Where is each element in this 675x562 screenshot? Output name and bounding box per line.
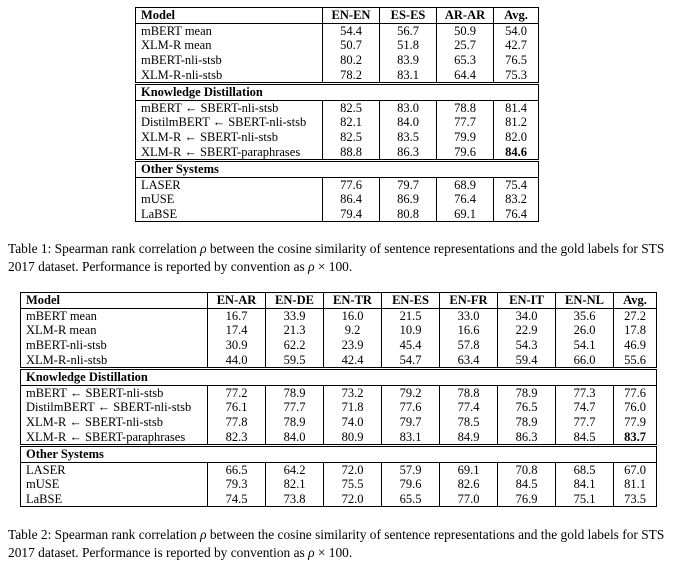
cell-value: 76.4 (494, 207, 539, 222)
table-row (136, 23, 539, 38)
cell-value: 80.2 (323, 53, 380, 68)
table-row (21, 400, 657, 415)
cell-value: 79.3 (208, 477, 266, 492)
model-name: mBERT ← SBERT-nli-stsb (136, 100, 323, 115)
column-header: EN-TR (324, 293, 382, 309)
cell-value: 84.5 (498, 477, 556, 492)
cell-value: 76.1 (208, 400, 266, 415)
caption-label: Table 1: (8, 241, 52, 256)
cell-value: 26.0 (556, 323, 614, 338)
cell-value: 76.5 (498, 400, 556, 415)
cell-value: 64.4 (437, 67, 494, 83)
cell-value: 66.0 (556, 352, 614, 368)
cell-value: 34.0 (498, 308, 556, 323)
cell-value: 79.7 (380, 177, 437, 192)
cell-value: 78.5 (440, 415, 498, 430)
cell-value: 77.8 (208, 415, 266, 430)
caption-text: Spearman rank correlation (54, 241, 197, 256)
cell-value: 74.0 (324, 415, 382, 430)
model-name: XLM-R ← SBERT-nli-stsb (136, 130, 323, 145)
model-name: mBERT mean (21, 308, 208, 323)
table-header-row (21, 293, 657, 309)
model-name: mBERT-nli-stsb (136, 53, 323, 68)
best-avg-value: 83.7 (614, 429, 657, 445)
cell-value: 81.1 (614, 477, 657, 492)
model-name: LaBSE (136, 207, 323, 222)
cell-value: 86.3 (380, 144, 437, 160)
cell-value: 78.9 (498, 415, 556, 430)
cell-value: 80.8 (380, 207, 437, 222)
cell-value: 77.7 (556, 415, 614, 430)
cell-value: 82.1 (323, 115, 380, 130)
table-2 (20, 292, 657, 507)
cell-value: 71.8 (324, 400, 382, 415)
table-row (21, 385, 657, 400)
cell-value: 78.2 (323, 67, 380, 83)
cell-value: 83.1 (382, 429, 440, 445)
cell-value: 68.5 (556, 462, 614, 477)
cell-value: 73.8 (266, 492, 324, 507)
model-name: LASER (136, 177, 323, 192)
section-header-row (136, 83, 539, 100)
cell-value: 78.9 (266, 385, 324, 400)
column-header: EN-AR (208, 293, 266, 309)
cell-value: 66.5 (208, 462, 266, 477)
table-row (21, 415, 657, 430)
cell-value: 82.0 (494, 130, 539, 145)
cell-value: 82.1 (266, 477, 324, 492)
caption-text: × 100. (317, 259, 353, 274)
cell-value: 42.4 (324, 352, 382, 368)
cell-value: 75.4 (494, 177, 539, 192)
cell-value: 54.3 (498, 338, 556, 353)
table-row (21, 492, 657, 507)
cell-value: 54.0 (494, 23, 539, 38)
column-header: Avg. (494, 8, 539, 24)
cell-value: 76.9 (498, 492, 556, 507)
cell-value: 77.7 (266, 400, 324, 415)
caption-label: Table 2: (8, 527, 52, 542)
cell-value: 84.0 (380, 115, 437, 130)
cell-value: 50.9 (437, 23, 494, 38)
table-row (21, 338, 657, 353)
model-name: XLM-R-nli-stsb (21, 352, 208, 368)
cell-value: 69.1 (437, 207, 494, 222)
cell-value: 81.4 (494, 100, 539, 115)
rho-symbol: ρ (308, 259, 315, 274)
model-name: mUSE (136, 192, 323, 207)
table-row (136, 100, 539, 115)
cell-value: 16.6 (440, 323, 498, 338)
cell-value: 83.9 (380, 53, 437, 68)
cell-value: 16.7 (208, 308, 266, 323)
table-row (136, 130, 539, 145)
cell-value: 9.2 (324, 323, 382, 338)
table-row (136, 177, 539, 192)
cell-value: 50.7 (323, 38, 380, 53)
table-row (21, 352, 657, 368)
table-row (21, 462, 657, 477)
cell-value: 77.9 (614, 415, 657, 430)
section-title: Other Systems (136, 160, 539, 177)
cell-value: 79.4 (323, 207, 380, 222)
cell-value: 86.3 (498, 429, 556, 445)
cell-value: 88.8 (323, 144, 380, 160)
cell-value: 80.9 (324, 429, 382, 445)
cell-value: 79.7 (382, 415, 440, 430)
rho-symbol: ρ (200, 527, 207, 542)
cell-value: 82.6 (440, 477, 498, 492)
cell-value: 33.0 (440, 308, 498, 323)
model-name: DistilmBERT ← SBERT-nli-stsb (21, 400, 208, 415)
cell-value: 25.7 (437, 38, 494, 53)
table-2-caption (8, 526, 672, 562)
cell-value: 77.0 (440, 492, 498, 507)
caption-text: between the cosine similarity of sentence representations and the gold labels for STS 2017 dataset. Performance is reported by convention as (8, 241, 665, 274)
column-header: EN-DE (266, 293, 324, 309)
cell-value: 74.7 (556, 400, 614, 415)
column-header: EN-FR (440, 293, 498, 309)
cell-value: 83.0 (380, 100, 437, 115)
cell-value: 73.2 (324, 385, 382, 400)
cell-value: 76.0 (614, 400, 657, 415)
cell-value: 77.2 (208, 385, 266, 400)
cell-value: 56.7 (380, 23, 437, 38)
cell-value: 17.4 (208, 323, 266, 338)
model-name: XLM-R-nli-stsb (136, 67, 323, 83)
table-row (136, 115, 539, 130)
cell-value: 69.1 (440, 462, 498, 477)
cell-value: 54.4 (323, 23, 380, 38)
cell-value: 77.6 (614, 385, 657, 400)
model-name: XLM-R ← SBERT-nli-stsb (21, 415, 208, 430)
column-header: EN-IT (498, 293, 556, 309)
cell-value: 82.5 (323, 130, 380, 145)
column-header: Model (21, 293, 208, 309)
cell-value: 16.0 (324, 308, 382, 323)
column-header: Avg. (614, 293, 657, 309)
cell-value: 84.0 (266, 429, 324, 445)
cell-value: 83.5 (380, 130, 437, 145)
cell-value: 79.6 (437, 144, 494, 160)
table-row (136, 192, 539, 207)
caption-text: Spearman rank correlation (54, 527, 197, 542)
cell-value: 30.9 (208, 338, 266, 353)
cell-value: 74.5 (208, 492, 266, 507)
column-header: EN-ES (382, 293, 440, 309)
section-title: Knowledge Distillation (136, 83, 539, 100)
section-title: Knowledge Distillation (21, 368, 657, 385)
model-name: XLM-R ← SBERT-paraphrases (21, 429, 208, 445)
section-header-row (136, 160, 539, 177)
cell-value: 72.0 (324, 492, 382, 507)
cell-value: 84.1 (556, 477, 614, 492)
cell-value: 54.1 (556, 338, 614, 353)
table-1-caption (8, 240, 672, 276)
cell-value: 75.5 (324, 477, 382, 492)
column-header: AR-AR (437, 8, 494, 24)
cell-value: 51.8 (380, 38, 437, 53)
cell-value: 64.2 (266, 462, 324, 477)
cell-value: 68.9 (437, 177, 494, 192)
cell-value: 42.7 (494, 38, 539, 53)
table-row (21, 308, 657, 323)
cell-value: 45.4 (382, 338, 440, 353)
model-name: XLM-R mean (21, 323, 208, 338)
cell-value: 77.6 (323, 177, 380, 192)
cell-value: 70.8 (498, 462, 556, 477)
cell-value: 78.8 (440, 385, 498, 400)
section-header-row (21, 445, 657, 462)
cell-value: 62.2 (266, 338, 324, 353)
cell-value: 75.1 (556, 492, 614, 507)
cell-value: 54.7 (382, 352, 440, 368)
cell-value: 33.9 (266, 308, 324, 323)
section-title: Other Systems (21, 445, 657, 462)
caption-text: × 100. (317, 545, 353, 560)
cell-value: 82.3 (208, 429, 266, 445)
cell-value: 86.4 (323, 192, 380, 207)
column-header: ES-ES (380, 8, 437, 24)
column-header: Model (136, 8, 323, 24)
cell-value: 78.8 (437, 100, 494, 115)
cell-value: 77.7 (437, 115, 494, 130)
cell-value: 72.0 (324, 462, 382, 477)
cell-value: 44.0 (208, 352, 266, 368)
caption-text: between the cosine similarity of sentence representations and the gold labels for STS 2017 dataset. Performance is reported by convention as (8, 527, 665, 560)
cell-value: 78.9 (498, 385, 556, 400)
cell-value: 77.3 (556, 385, 614, 400)
cell-value: 23.9 (324, 338, 382, 353)
cell-value: 10.9 (382, 323, 440, 338)
table-row (21, 323, 657, 338)
cell-value: 22.9 (498, 323, 556, 338)
cell-value: 73.5 (614, 492, 657, 507)
cell-value: 86.9 (380, 192, 437, 207)
cell-value: 78.9 (266, 415, 324, 430)
table-row (136, 53, 539, 68)
cell-value: 63.4 (440, 352, 498, 368)
table-row (136, 38, 539, 53)
cell-value: 55.6 (614, 352, 657, 368)
cell-value: 84.5 (556, 429, 614, 445)
cell-value: 77.6 (382, 400, 440, 415)
cell-value: 84.9 (440, 429, 498, 445)
cell-value: 59.5 (266, 352, 324, 368)
column-header: EN-EN (323, 8, 380, 24)
cell-value: 65.3 (437, 53, 494, 68)
cell-value: 57.9 (382, 462, 440, 477)
cell-value: 79.9 (437, 130, 494, 145)
column-header: EN-NL (556, 293, 614, 309)
model-name: mBERT ← SBERT-nli-stsb (21, 385, 208, 400)
cell-value: 21.3 (266, 323, 324, 338)
cell-value: 67.0 (614, 462, 657, 477)
table-row (21, 477, 657, 492)
best-avg-value: 84.6 (494, 144, 539, 160)
model-name: LASER (21, 462, 208, 477)
table-row (136, 144, 539, 160)
rho-symbol: ρ (308, 545, 315, 560)
cell-value: 79.6 (382, 477, 440, 492)
cell-value: 77.4 (440, 400, 498, 415)
table-header-row (136, 8, 539, 24)
model-name: mBERT-nli-stsb (21, 338, 208, 353)
table-row (21, 429, 657, 445)
model-name: mBERT mean (136, 23, 323, 38)
table-row (136, 207, 539, 222)
section-header-row (21, 368, 657, 385)
model-name: XLM-R mean (136, 38, 323, 53)
table-row (136, 67, 539, 83)
model-name: DistilmBERT ← SBERT-nli-stsb (136, 115, 323, 130)
cell-value: 76.5 (494, 53, 539, 68)
cell-value: 35.6 (556, 308, 614, 323)
model-name: XLM-R ← SBERT-paraphrases (136, 144, 323, 160)
cell-value: 76.4 (437, 192, 494, 207)
cell-value: 46.9 (614, 338, 657, 353)
cell-value: 83.1 (380, 67, 437, 83)
cell-value: 82.5 (323, 100, 380, 115)
cell-value: 17.8 (614, 323, 657, 338)
cell-value: 79.2 (382, 385, 440, 400)
cell-value: 59.4 (498, 352, 556, 368)
model-name: mUSE (21, 477, 208, 492)
model-name: LaBSE (21, 492, 208, 507)
rho-symbol: ρ (200, 241, 207, 256)
cell-value: 21.5 (382, 308, 440, 323)
cell-value: 65.5 (382, 492, 440, 507)
cell-value: 57.8 (440, 338, 498, 353)
cell-value: 27.2 (614, 308, 657, 323)
table-1 (135, 7, 539, 222)
cell-value: 75.3 (494, 67, 539, 83)
cell-value: 83.2 (494, 192, 539, 207)
cell-value: 81.2 (494, 115, 539, 130)
